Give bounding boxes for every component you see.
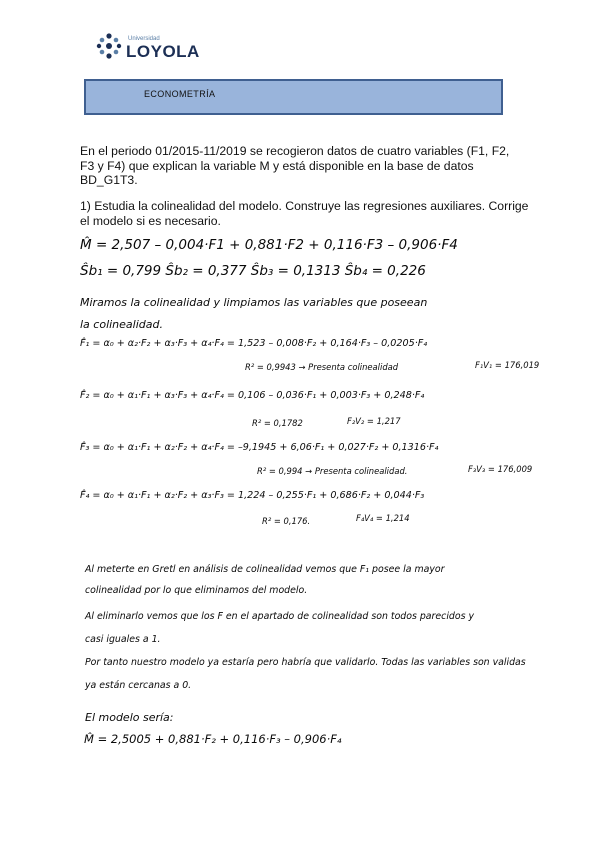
university-logo <box>95 30 205 66</box>
subject-title: ECONOMETRÍA <box>144 89 216 99</box>
final-model-label: El modelo sería: <box>85 711 174 724</box>
aux-regression-3: F̂₃ = α₀ + α₁·F₁ + α₂·F₂ + α₄·F₄ = –9,1945 + 6,06·F₁ + 0,027·F₂ + 0,1316·F₄ <box>80 442 439 453</box>
note-line-5: Por tanto nuestro modelo ya estaría pero habría que validarlo. Todas las variables son validas <box>85 657 526 668</box>
note-line-2: colinealidad por lo que eliminamos del modelo. <box>85 585 308 596</box>
aux-regression-2: F̂₂ = α₀ + α₁·F₁ + α₃·F₃ + α₄·F₄ = 0,106 – 0,036·F₁ + 0,003·F₃ + 0,248·F₄ <box>80 390 425 401</box>
logo-mark-icon <box>95 32 123 60</box>
model-equation: M̂ = 2,507 – 0,004·F1 + 0,881·F2 + 0,116·F3 – 0,906·F4 <box>80 237 458 253</box>
aux-r2-4: R² = 0,176. <box>262 516 311 526</box>
note-line-1: Al meterte en Gretl en análisis de colinealidad vemos que F₁ posee la mayor <box>85 564 445 575</box>
handwritten-intro-line-2: la colinealidad. <box>80 318 163 331</box>
note-line-3: Al eliminarlo vemos que los F en el apartado de colinealidad son todos parecidos y <box>85 611 475 622</box>
standard-errors: Ŝb₁ = 0,799 Ŝb₂ = 0,377 Ŝb₃ = 0,1313 Ŝb₄ = 0,226 <box>80 263 426 279</box>
final-model-equation: M̂ = 2,5005 + 0,881·F₂ + 0,116·F₃ – 0,906·F₄ <box>84 732 342 746</box>
handwritten-intro-line-1: Miramos la colinealidad y limpiamos las variables que poseean <box>80 296 428 309</box>
aux-vif-1: F₁V₁ = 176,019 <box>475 360 540 370</box>
note-line-6: ya están cercanas a 0. <box>85 680 192 691</box>
question-text: 1) Estudia la colinealidad del modelo. Construye las regresiones auxiliares. Corrige el modelo si es necesario. <box>80 199 529 228</box>
aux-regression-1: F̂₁ = α₀ + α₂·F₂ + α₃·F₃ + α₄·F₄ = 1,523 – 0,008·F₂ + 0,164·F₃ – 0,0205·F₄ <box>80 338 428 349</box>
aux-r2-2: R² = 0,1782 <box>252 418 303 428</box>
aux-regression-4: F̂₄ = α₀ + α₁·F₁ + α₂·F₂ + α₃·F₃ = 1,224 – 0,255·F₁ + 0,686·F₂ + 0,044·F₃ <box>80 490 425 501</box>
logo-small-text: Universidad <box>128 36 160 42</box>
subject-banner <box>84 79 503 115</box>
logo-name: LOYOLA <box>126 42 200 61</box>
aux-vif-3: F₃V₃ = 176,009 <box>468 464 533 474</box>
aux-vif-2: F₂V₂ = 1,217 <box>347 416 401 426</box>
aux-r2-1: R² = 0,9943 → Presenta colinealidad <box>245 362 399 372</box>
aux-r2-3: R² = 0,994 → Presenta colinealidad. <box>257 466 408 476</box>
intro-paragraph: En el periodo 01/2015-11/2019 se recogieron datos de cuatro variables (F1, F2, F3 y F4) que explican la variable M y está disponible en la base de datos BD_G1T3. <box>80 144 510 187</box>
note-line-4: casi iguales a 1. <box>85 634 161 645</box>
aux-vif-4: F₄V₄ = 1,214 <box>356 513 410 523</box>
